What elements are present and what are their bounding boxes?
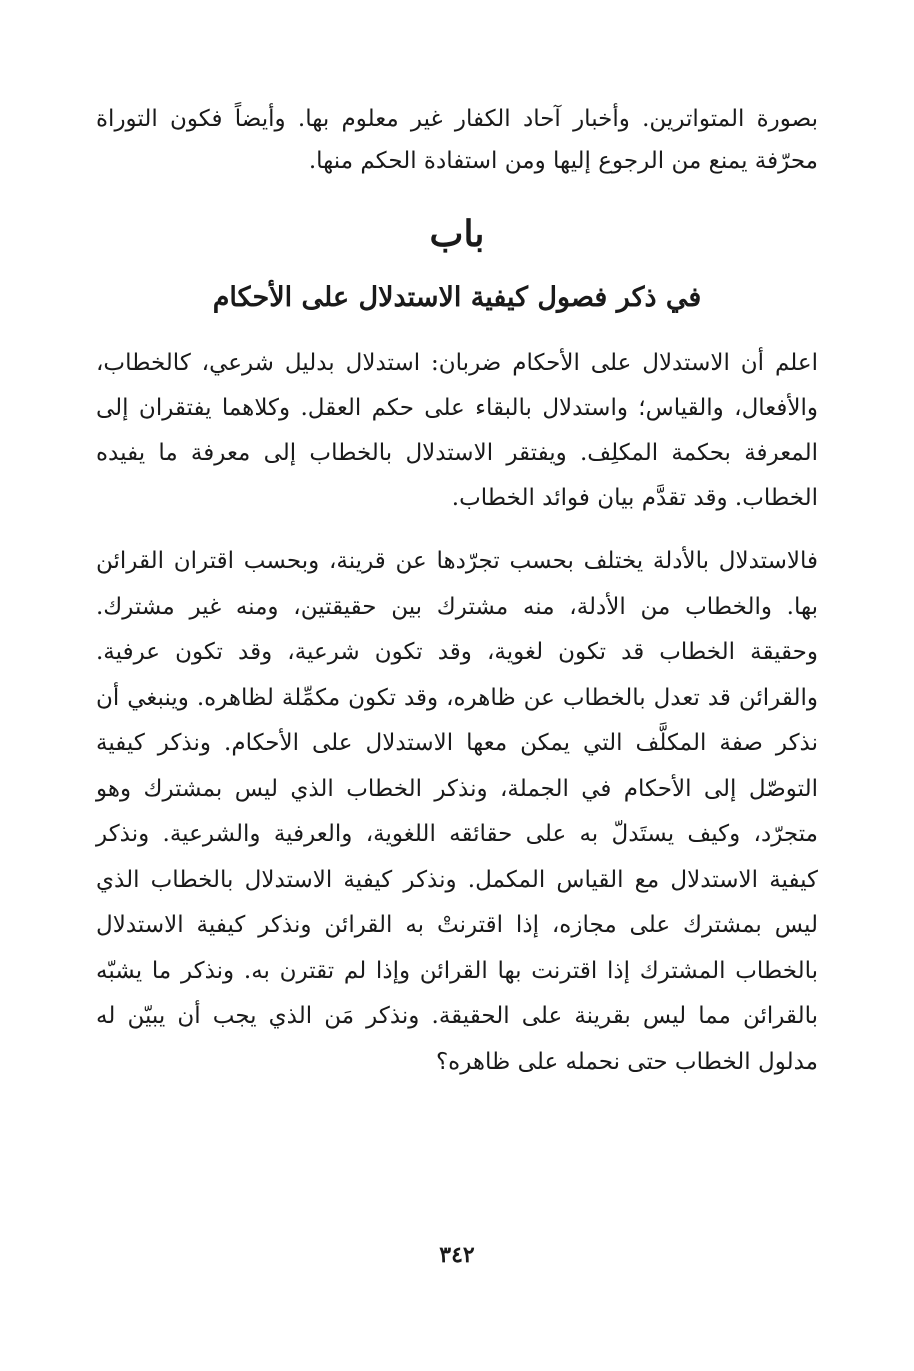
chapter-subtitle: في ذكر فصول كيفية الاستدلال على الأحكام bbox=[212, 282, 702, 313]
intro-paragraph: اعلم أن الاستدلال على الأحكام ضربان: استدلال بدليل شرعي، كالخطاب، والأفعال، والقياس؛ واستدلال بالبقاء على حكم العقل. وكلاهما يفتقران إلى المعرفة بحكمة المكلِف. ويفتقر الاستدلال بالخطاب إلى معرفة ما يفيده الخطاب. وقد تقدَّم بيان فوائد الخطاب. bbox=[96, 350, 818, 511]
body-paragraph: فالاستدلال بالأدلة يختلف بحسب تجرّدها عن قرينة، وبحسب اقتران القرائن بها. والخطاب من الأدلة، منه مشترك بين حقيقتين، ومنه غير مشترك. وحقيقة الخطاب قد تكون لغوية، وقد تكون شرعية، وقد تكون عرفية. والقرائن قد تعدل بالخطاب عن ظاهره، وقد تكون مكمِّلة لظاهره. وينبغي أن نذكر صفة المكلَّف التي يمكن معها الاستدلال على الأحكام. ونذكر كيفية التوصّل إلى الأحكام في الجملة، ونذكر الخطاب الذي ليس بمشترك وهو متجرّد، وكيف يستَدلّ به على حقائقه اللغوية، والعرفية والشرعية. ونذكر كيفية الاستدلال مع القياس المكمل. ونذكر كيفية الاستدلال بالخطاب الذي ليس بمشترك على مجازه، إذا اقترنتْ به القرائن ونذكر كيفية الاستدلال بالخطاب المشترك إذا اقترنت بها القرائن وإذا لم تقترن به. ونذكر ما يشبّه بالقرائن مما ليس بقرينة على الحقيقة. ونذكر مَن الذي يجب أن يبيّن له مدلول الخطاب حتى نحمله على ظاهره؟ bbox=[96, 548, 818, 1075]
continuation-paragraph: بصورة المتواترين. وأخبار آحاد الكفار غير معلوم بها. وأيضاً فكون التوراة محرّفة يمنع من الرجوع إليها ومن استفادة الحكم منها. bbox=[96, 106, 818, 174]
page-number: ٣٤٢ bbox=[439, 1242, 475, 1268]
chapter-heading: باب bbox=[429, 213, 485, 255]
